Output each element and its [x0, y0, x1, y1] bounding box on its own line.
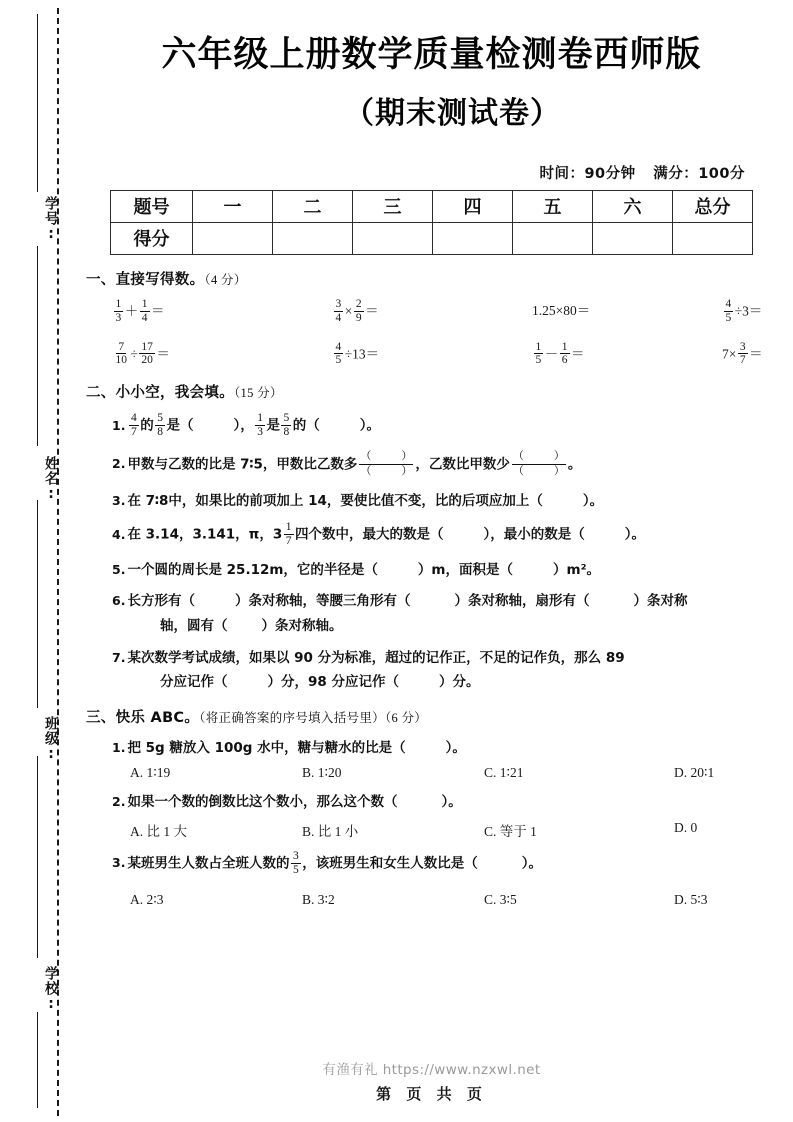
fraction-17-20: $\frac{17}{20}$ — [141, 340, 153, 367]
calc-problem-4[interactable]: $\frac{4}{5}$ ÷3＝ — [725, 297, 763, 324]
seal-margin — [0, 0, 70, 1122]
fraction-1-4: $\frac{1}{4}$ — [141, 297, 148, 324]
time-label: 时间：90分钟 — [539, 165, 636, 182]
section-2-points: （15 分） — [234, 386, 283, 401]
section-3-note: （将正确答案的序号填入括号里） — [199, 710, 385, 725]
fraction-1-5: $\frac{1}{5}$ — [535, 340, 542, 367]
seal-label-class: 班级: — [43, 716, 59, 763]
calc-problem-5[interactable]: $\frac{7}{10}$ ÷ $\frac{17}{20}$ ＝ — [115, 340, 170, 367]
section-1-problems — [86, 299, 769, 369]
seal-label-student-name: 姓名: — [43, 456, 59, 503]
fraction-3-7: $\frac{3}{7}$ — [739, 340, 746, 367]
calc-problem-7[interactable]: $\frac{1}{5}$ － $\frac{1}{6}$ ＝ — [535, 340, 585, 367]
page-number: 第 页 共 页 — [376, 1085, 487, 1103]
section3-question-2-options — [86, 820, 769, 840]
score-table — [110, 190, 753, 255]
fraction-1-3: $\frac{1}{3}$ — [257, 412, 263, 439]
score-table-row-label-1: 得分 — [111, 222, 193, 254]
score-table-col-3: 四 — [433, 190, 513, 222]
option-a[interactable]: A. 1∶19 — [130, 765, 171, 781]
q-number: 1. — [112, 739, 126, 755]
section3-question-1-options — [86, 765, 769, 781]
score-cell-5[interactable] — [593, 222, 673, 254]
section-1-title: 一、直接写得数。 — [86, 271, 205, 288]
q-number: 4. — [112, 526, 126, 542]
exam-page — [70, 0, 793, 1122]
seal-line-segment-3 — [37, 756, 38, 958]
score-cell-0[interactable] — [193, 222, 273, 254]
score-table-col-1: 二 — [273, 190, 353, 222]
fraction-4-7: $\frac{4}{7}$ — [130, 412, 137, 439]
table-row-question-numbers — [111, 190, 753, 222]
section-1-heading — [86, 268, 769, 289]
seal-line-segment-0 — [37, 14, 38, 192]
watermark: 有渔有礼 https://www.nzxwl.net — [322, 1062, 541, 1078]
section-2-title: 二、小小空，我会填。 — [86, 385, 234, 402]
score-table-col-0: 一 — [193, 190, 273, 222]
calc-problem-1[interactable]: $\frac{1}{3}$ ＋ $\frac{1}{4}$ ＝ — [115, 297, 165, 324]
seal-dashed-line — [57, 8, 59, 1116]
calc-problem-2[interactable]: $\frac{3}{4}$ × $\frac{2}{9}$ ＝ — [335, 297, 379, 324]
option-c[interactable]: C. 1∶21 — [484, 765, 524, 781]
q-number: 2. — [112, 456, 126, 472]
option-a[interactable]: A. 2∶3 — [130, 891, 164, 907]
section-3-points: （6 分） — [384, 710, 428, 725]
page-footer — [70, 1058, 793, 1104]
fraction-1-7: $\frac{1}{7}$ — [285, 521, 292, 547]
score-cell-1[interactable] — [273, 222, 353, 254]
option-d[interactable]: D. 5∶3 — [674, 891, 708, 907]
section2-question-7: 7. 某次数学考试成绩，如果以 90 分为标准，超过的记作正，不足的记作负，那么 89 分应记作（ ）分，98 分应记作（ ）分。 — [86, 648, 769, 693]
total-score-label: 满分：100分 — [653, 165, 745, 182]
score-table-col-2: 三 — [353, 190, 433, 222]
section2-question-3: 3. 在 7∶8中，如果比的前项加上 14，要使比值不变，比的后项应加上（ ）。 — [112, 492, 604, 509]
option-c[interactable]: C. 3∶5 — [484, 891, 517, 907]
fraction-3-5: $\frac{3}{5}$ — [292, 849, 299, 876]
section2-question-4: 4. 在 3.14，3.141，π，3 $\frac{1}{7}$ 四个数中，最大的数是（ ），最小的数是（ ）。 — [112, 521, 645, 547]
score-table-col-4: 五 — [513, 190, 593, 222]
q-number: 3. — [112, 492, 126, 508]
fraction-3-4: $\frac{3}{4}$ — [335, 297, 342, 324]
exam-meta — [70, 162, 793, 183]
fraction-4-5: $\frac{4}{5}$ — [725, 297, 732, 324]
table-row-scores — [111, 222, 753, 254]
option-d[interactable]: D. 20∶1 — [674, 765, 715, 781]
fraction-5-8: $\frac{5}{8}$ — [157, 412, 163, 439]
option-d[interactable]: D. 0 — [674, 819, 698, 835]
section2-question-5: 5. 一个圆的周长是 25.12m，它的半径是（ ）m，面积是（ ）m²。 — [112, 561, 600, 578]
q-number: 5. — [112, 561, 126, 577]
section-3-title: 三、快乐 ABC。 — [86, 709, 200, 726]
exam-content — [70, 268, 793, 908]
score-table-col-5: 六 — [593, 190, 673, 222]
option-c[interactable]: C. 等于 1 — [484, 823, 537, 839]
score-table-col-6: 总分 — [673, 190, 753, 222]
blank-fraction[interactable]: $\frac{( )}{( )}$ — [360, 450, 413, 477]
calc-problem-3[interactable]: 1.25×80＝ — [532, 302, 591, 318]
option-b[interactable]: B. 1∶20 — [302, 765, 342, 781]
section-3-heading — [86, 706, 769, 727]
score-cell-6[interactable] — [673, 222, 753, 254]
option-b[interactable]: B. 3∶2 — [302, 891, 335, 907]
seal-line-segment-4 — [37, 1012, 38, 1108]
q-number: 7. — [112, 649, 126, 665]
score-cell-3[interactable] — [433, 222, 513, 254]
fraction-5-8-b: $\frac{5}{8}$ — [283, 412, 290, 439]
section2-question-2: 2. 甲数与乙数的比是 7∶5，甲数比乙数多 $\frac{( )}{( )}$ ，乙数比甲数少 $\frac{( )}{( )}$ 。 — [112, 450, 582, 477]
score-cell-4[interactable] — [513, 222, 593, 254]
section-1-points: （4 分） — [204, 272, 247, 287]
section3-question-2: 2. 如果一个数的倒数比这个数小，那么这个数（ ）。 — [112, 794, 462, 811]
option-a[interactable]: A. 比 1 大 — [130, 823, 187, 839]
seal-line-segment-1 — [37, 246, 38, 446]
section3-question-3: 3. 某班男生人数占全班人数的 $\frac{3}{5}$ ，该班男生和女生人数比是（ ）。 — [112, 849, 542, 876]
calc-problem-8[interactable]: 7× $\frac{3}{7}$ ＝ — [722, 340, 763, 367]
fraction-4-5: $\frac{4}{5}$ — [335, 340, 342, 367]
option-b[interactable]: B. 比 1 小 — [302, 823, 359, 839]
fraction-2-9: $\frac{2}{9}$ — [355, 297, 362, 324]
seal-line-segment-2 — [37, 500, 38, 708]
q-number: 1. — [112, 417, 126, 433]
blank-fraction[interactable]: $\frac{( )}{( )}$ — [512, 450, 565, 477]
score-table-row-label-0: 题号 — [111, 190, 193, 222]
section2-question-6: 6. 长方形有（ ）条对称轴，等腰三角形有（ ）条对称轴，扇形有（ ）条对称 轴，圆有（ ）条对称轴。 — [86, 591, 769, 636]
section2-question-1: 1. $\frac{4}{7}$ 的 $\frac{5}{8}$ 是（ ）， $\frac{1}{3}$ 是 $\frac{5}{8}$ 的（ ）。 — [112, 412, 380, 439]
calc-problem-6[interactable]: $\frac{4}{5}$ ÷13＝ — [335, 340, 380, 367]
page-title: 六年级上册数学质量检测卷西师版 — [161, 35, 702, 75]
section2-question-7-line2: 分应记作（ ）分，98 分应记作（ ）分。 — [160, 674, 480, 691]
section3-question-3-options — [86, 892, 769, 908]
seal-label-school: 学校: — [43, 966, 59, 1013]
section2-question-6-line2: 轴，圆有（ ）条对称轴。 — [160, 617, 343, 634]
section-2-heading — [86, 381, 769, 402]
q-number: 6. — [112, 593, 126, 609]
section3-question-1: 1. 把 5g 糖放入 100g 水中，糖与糖水的比是（ ）。 — [112, 739, 466, 756]
q-number: 2. — [112, 794, 126, 810]
score-cell-2[interactable] — [353, 222, 433, 254]
page-subtitle: （期末测试卷） — [344, 95, 561, 131]
seal-label-student-id: 学号: — [43, 196, 59, 243]
fraction-1-6: $\frac{1}{6}$ — [561, 340, 568, 367]
q-number: 3. — [112, 855, 126, 871]
fraction-1-3: $\frac{1}{3}$ — [115, 297, 122, 324]
fraction-7-10: $\frac{7}{10}$ — [115, 340, 127, 367]
title-block — [70, 0, 793, 132]
